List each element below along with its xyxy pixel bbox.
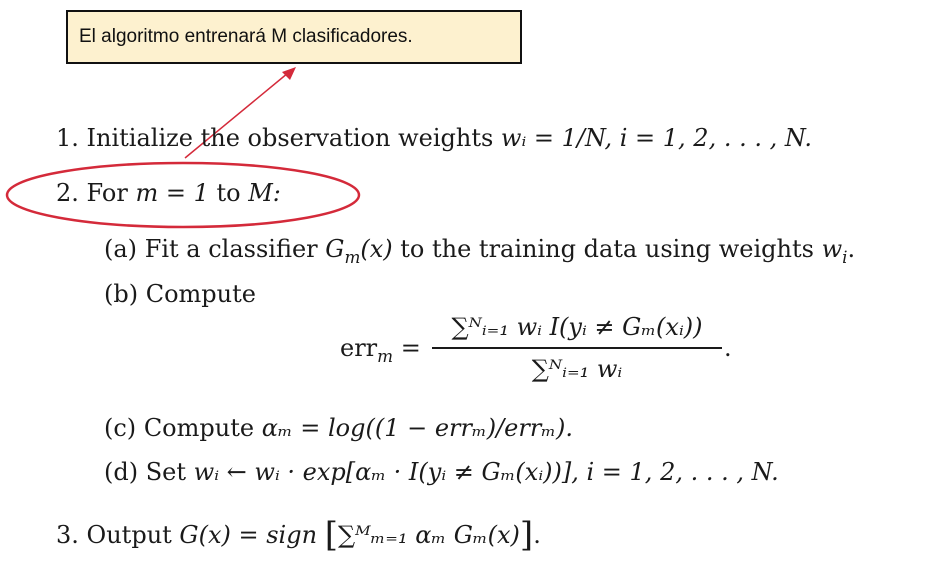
equals-sign: = <box>393 334 421 362</box>
step-formula: m = 1 <box>135 179 209 207</box>
err-lhs <box>340 333 421 366</box>
classifier-arg: (x) <box>360 235 393 263</box>
step-number: (a) <box>104 235 138 263</box>
classifier-symbol: G <box>325 235 345 263</box>
step-formula: wᵢ ← wᵢ · exp[αₘ · I(yᵢ ≠ Gₘ(xᵢ))], i = 1, 2, . . . , N. <box>193 458 779 486</box>
step-3 <box>56 515 541 555</box>
period: . <box>533 521 541 549</box>
classifier-subscript: m <box>344 246 361 267</box>
step-number: (b) <box>104 280 139 308</box>
step-number: 3. <box>56 521 79 549</box>
left-bracket: [ <box>324 515 338 555</box>
step-2d <box>104 457 779 487</box>
step-text: Set <box>145 458 194 486</box>
err-subscript: m <box>377 345 394 366</box>
period: . <box>724 334 732 362</box>
step-2a <box>104 234 856 267</box>
step-text: For <box>86 179 136 207</box>
step-text: Compute <box>145 280 256 308</box>
step-formula: αₘ = log((1 − errₘ)/errₘ). <box>261 414 574 442</box>
err-denominator <box>432 355 722 383</box>
numerator-formula: ∑ᴺᵢ₌₁ wᵢ I(yᵢ ≠ Gₘ(xᵢ)) <box>451 313 703 341</box>
step-2c <box>104 413 573 443</box>
err-label: err <box>340 334 378 362</box>
step-number: 2. <box>56 179 79 207</box>
fraction-bar <box>432 347 722 349</box>
err-numerator <box>432 313 722 341</box>
sum-formula: ∑ᴹₘ₌₁ αₘ Gₘ(x) <box>337 521 520 549</box>
step-text: Initialize the observation weights <box>86 124 501 152</box>
step-text-to: to <box>208 179 249 207</box>
step-text-rest: to the training data using weights <box>392 235 822 263</box>
right-bracket: ] <box>519 515 534 555</box>
step-text: Output <box>86 521 180 549</box>
annotation-arrowhead <box>282 67 296 80</box>
callout-text: El algoritmo entrenará M clasificadores. <box>79 26 413 47</box>
step-2b <box>104 279 256 309</box>
step-formula: wᵢ = 1/N, i = 1, 2, . . . , N. <box>500 124 812 152</box>
period: . <box>847 235 856 263</box>
step-1 <box>56 123 812 153</box>
denominator-formula: ∑ᴺᵢ₌₁ wᵢ <box>531 355 623 383</box>
step-text: Fit a classifier <box>144 235 326 263</box>
weight-subscript: i <box>842 246 848 267</box>
step-formula: G(x) = sign <box>179 521 318 549</box>
weight-symbol: w <box>821 235 843 263</box>
step-number: (c) <box>104 414 137 442</box>
step-2 <box>56 178 281 208</box>
step-text: Compute <box>143 414 262 442</box>
step-formula-end: M: <box>248 179 281 207</box>
err-period <box>724 333 732 363</box>
step-number: 1. <box>56 124 79 152</box>
step-number: (d) <box>104 458 139 486</box>
